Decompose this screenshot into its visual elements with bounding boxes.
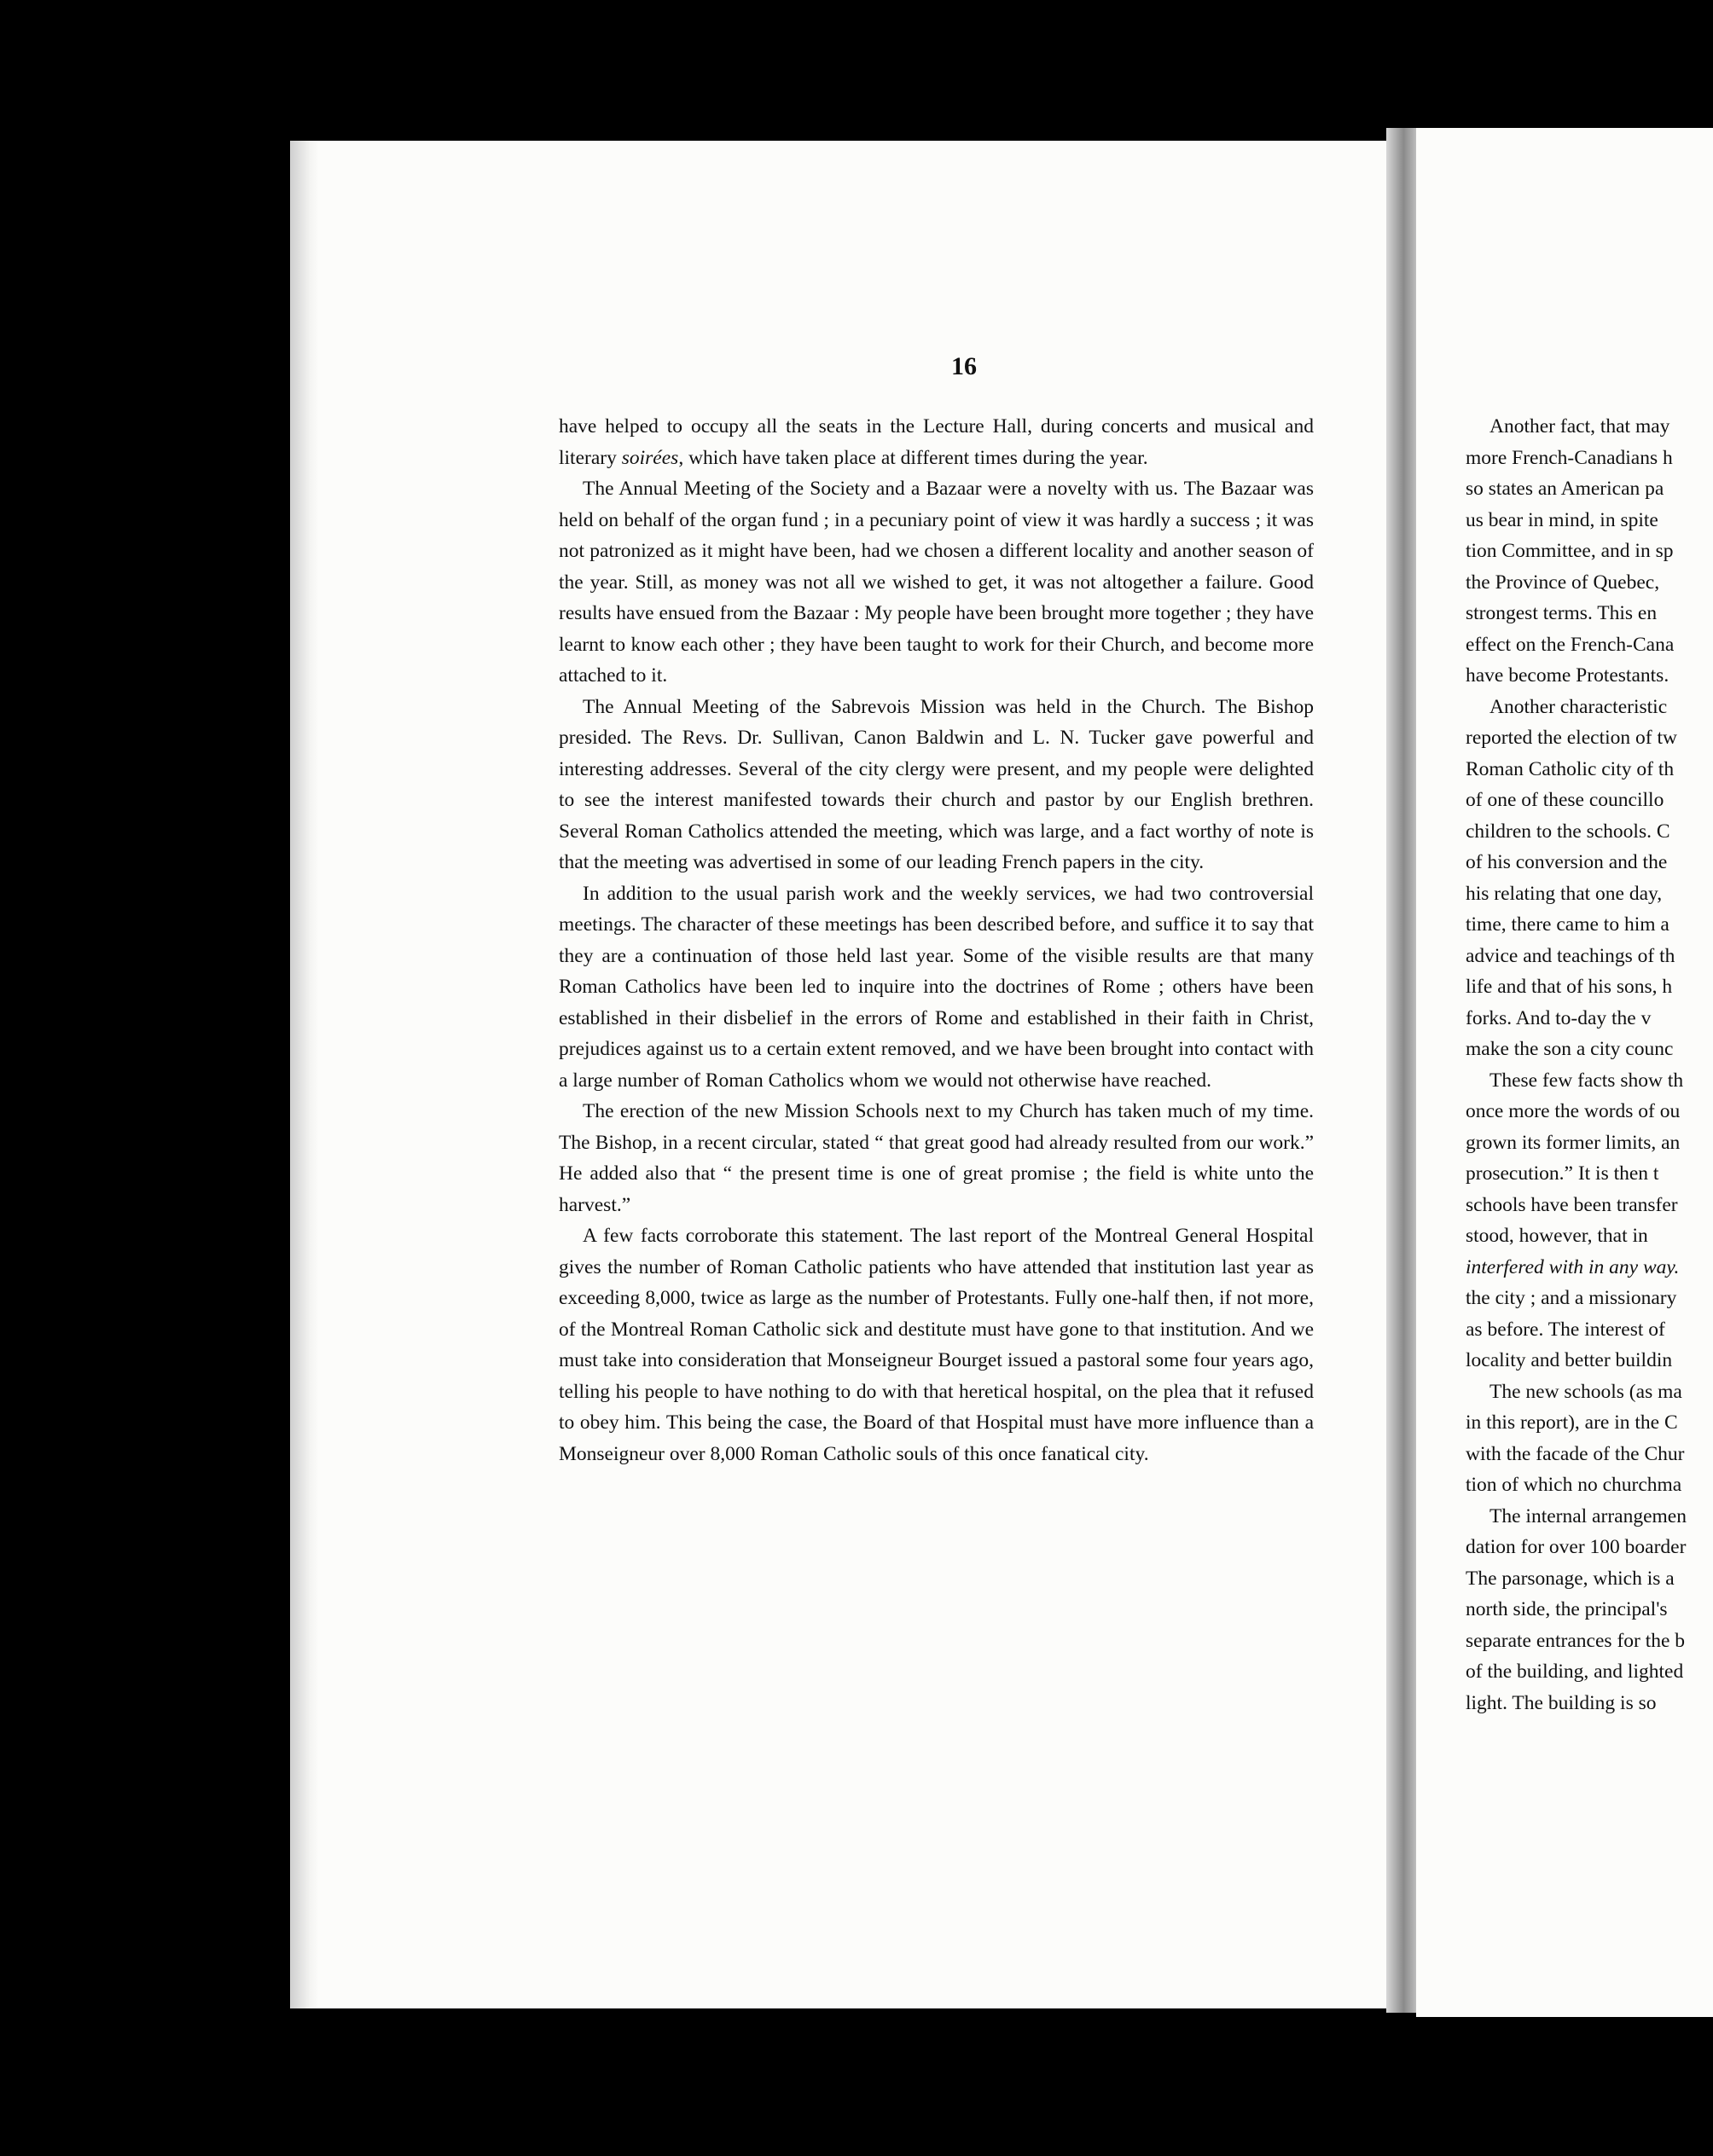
left-page-edge (290, 141, 319, 2008)
paragraph-2: The Annual Meeting of the Society and a Bazaar were a novelty with us. The Bazaar was held on behalf of the organ fund ; in a pecuniary point of view it was hardly a success ; it was not patronized as it might have been, had we chosen a different locality and another season of the year. Still, as money was not all we wished to get, it was not altogether a failure. Good results have ensued from the Bazaar : My people have been brought more together ; they have learnt to know each other ; they have been taught to work for their Church, and become more attached to it. (559, 478, 1314, 687)
right-line: the Province of Quebec, (1466, 571, 1660, 594)
right-line: Roman Catholic city of th (1466, 757, 1675, 780)
paragraph-5: The erection of the new Mission Schools next to my Church has taken much of my time. The Bishop, in a recent circular, stated “ that great good had already resulted from our work.” He added also that “ the present time is one of great promise ; the field is white unto the harvest.” (559, 1100, 1314, 1216)
right-line (1466, 1252, 1713, 1284)
right-line: These few facts show th (1489, 1069, 1684, 1092)
right-line: advice and teachings of th (1466, 944, 1675, 967)
right-line: dation for over 100 boarder (1466, 1536, 1687, 1558)
right-line: The internal arrangemen (1489, 1504, 1687, 1527)
right-line: separate entrances for the b (1466, 1629, 1686, 1652)
right-line: the city ; and a missionary (1466, 1287, 1677, 1309)
right-line: effect on the French-Cana (1466, 633, 1675, 656)
right-line: The new schools (as ma (1489, 1380, 1682, 1403)
right-line: Another fact, that may (1489, 415, 1670, 438)
right-line: of the building, and lighted (1466, 1660, 1684, 1683)
right-line: of one of these councillo (1466, 789, 1664, 811)
right-line: stood, however, that in (1466, 1225, 1648, 1247)
right-line: tion of which no churchma (1466, 1474, 1682, 1496)
right-line-italic: interfered with in any way. (1466, 1255, 1680, 1278)
right-line: prosecution.” It is then t (1466, 1162, 1659, 1185)
right-line: children to the schools. C (1466, 820, 1670, 843)
right-line: north side, the principal's (1466, 1598, 1668, 1620)
paragraph-4: In addition to the usual parish work and the weekly services, we had two controversial meetings. The character of these meetings has been described before, and suffice it to say that they are a continuation of those held last year. Some of the visible results are that many Roman Catholics have been led to inquire into the doctrines of Rome ; others have been established in their disbelief in the errors of Rome and established in their faith in Christ, prejudices against us to a certain extent removed, and we have been brought into contact with a large number of Roman Catholics whom we would not otherwise have reached. (559, 882, 1314, 1092)
right-line: so states an American pa (1466, 478, 1664, 500)
left-column-text (559, 411, 1314, 1469)
right-line: light. The building is so (1466, 1691, 1657, 1714)
paragraph-3: The Annual Meeting of the Sabrevois Mission was held in the Church. The Bishop presided. The Revs. Dr. Sullivan, Canon Baldwin and L. N. Tucker gave powerful and interesting addresses. Several of the city clergy were present, and my people were delighted to see the interest manifested towards their church and pastor by our English brethren. Several Roman Catholics attended the meeting, which was large, and a fact worthy of note is that the meeting was advertised in some of our leading French papers in the city. (559, 695, 1314, 873)
right-line: as before. The interest of (1466, 1318, 1665, 1341)
right-line: grown its former limits, an (1466, 1131, 1681, 1154)
right-line: us bear in mind, in spite (1466, 508, 1658, 531)
right-line: in this report), are in the C (1466, 1411, 1678, 1434)
right-line: reported the election of tw (1466, 727, 1677, 749)
right-line: once more the words of ou (1466, 1100, 1681, 1122)
page-number: 16 (951, 352, 977, 380)
paragraph-6: A few facts corroborate this statement. The last report of the Montreal General Hospital gives the number of Roman Catholic patients who have attended that institution last year as exceeding 8,000, twice as large as the number of Protestants. Fully one-half then, if not more, of the Montreal Roman Catholic sick and destitute must have gone to that institution. And we must take into consideration that Monseigneur Bourget issued a pastoral some four years ago, telling his people to have nothing to do with that heretical hospital, on the plea that it refused to obey him. This being the case, the Board of that Hospital must have more influence than a Monseigneur over 8,000 Roman Catholic souls of this once fanatical city. (559, 1225, 1314, 1465)
right-line: have become Protestants. (1466, 664, 1669, 687)
right-line: his relating that one day, (1466, 882, 1663, 905)
right-line: of his conversion and the (1466, 851, 1668, 873)
right-line: with the facade of the Chur (1466, 1442, 1685, 1465)
right-line: life and that of his sons, h (1466, 976, 1673, 998)
right-line: forks. And to-day the v (1466, 1006, 1652, 1029)
right-line: The parsonage, which is a (1466, 1567, 1675, 1590)
right-line: Another characteristic (1489, 695, 1668, 718)
right-line: more French-Canadians h (1466, 446, 1673, 469)
right-line: make the son a city counc (1466, 1038, 1674, 1060)
right-line: time, there came to him a (1466, 913, 1669, 936)
right-line: locality and better buildin (1466, 1349, 1673, 1371)
paragraph-1: have helped to occupy all the seats in the Lecture Hall, during concerts and musical and literary soirées, which have taken place at different times during the year. (559, 415, 1314, 469)
right-column-text (1466, 411, 1713, 1718)
right-line: tion Committee, and in sp (1466, 540, 1674, 562)
right-line: strongest terms. This en (1466, 602, 1658, 624)
right-line: schools have been transfer (1466, 1193, 1678, 1216)
